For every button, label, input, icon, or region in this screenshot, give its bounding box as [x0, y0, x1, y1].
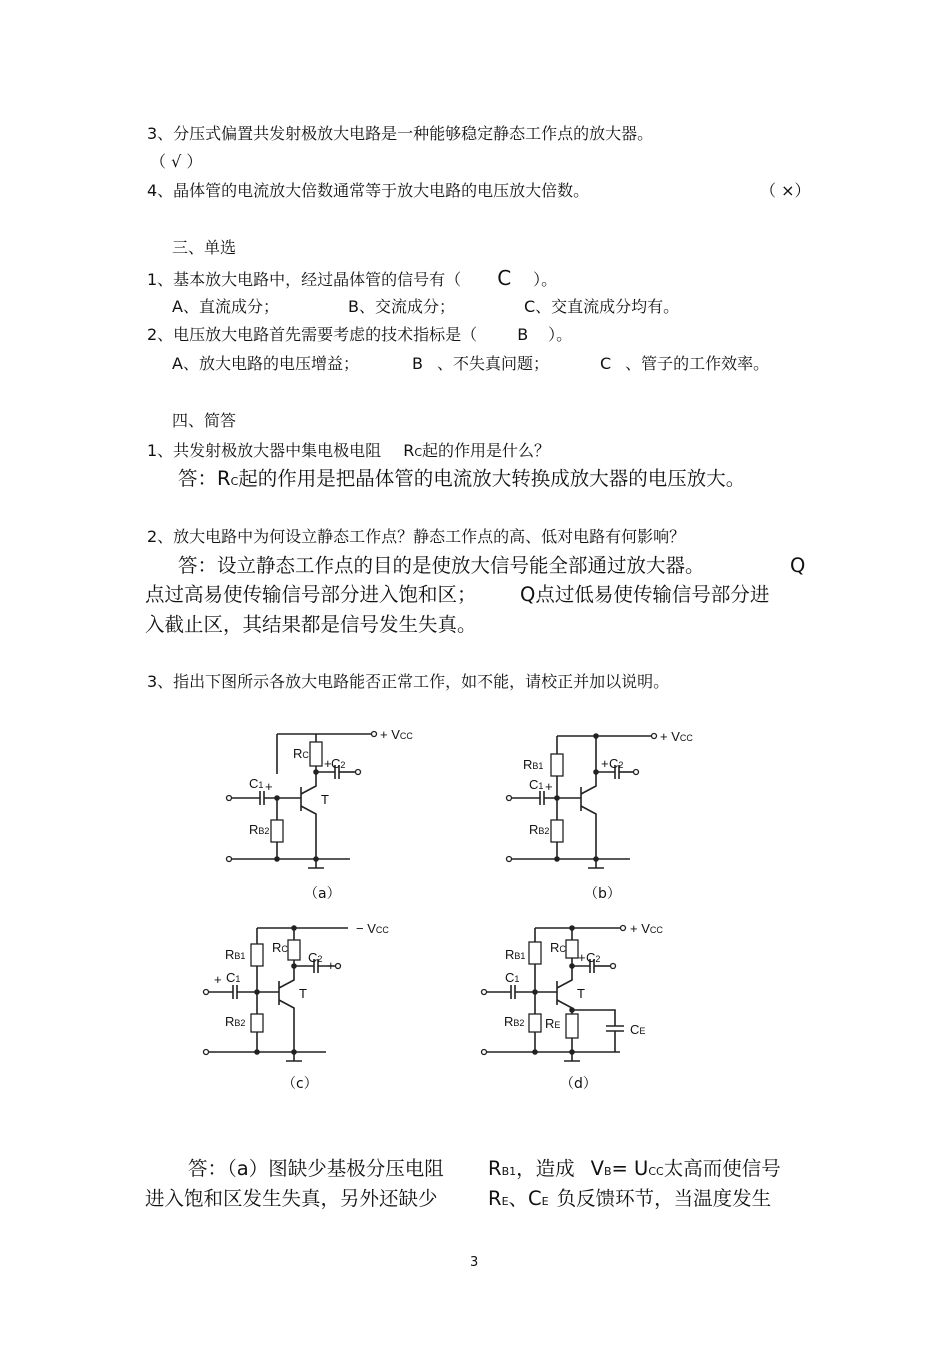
circuit-a-rb2: R: [249, 822, 259, 837]
circuit-d-rb2: R: [504, 1014, 514, 1029]
svg-text:− VCC: [356, 921, 389, 936]
circuit-c-rb1: R: [225, 947, 235, 962]
circuit-a-rb2-sub: B2: [258, 826, 270, 836]
single-q1-answer: C: [497, 266, 512, 290]
short-q1-text: 1、共发射极放大器中集电极电阻: [147, 441, 382, 460]
circuit-c-rb2-sub: B2: [234, 1018, 246, 1028]
circuit-a-c2: C: [331, 756, 341, 771]
svg-text:RB1: [225, 947, 245, 962]
short-a2-line1: 答：设立静态工作点的目的是使放大信号能全部通过放大器。: [178, 554, 705, 577]
circuit-c-c2-sub: 2: [317, 954, 323, 964]
circuit-d-vcc-sub: CC: [649, 925, 663, 935]
svg-text:C1: [529, 777, 543, 792]
final-answer-line2-pre: 进入饱和区发生失真，另外还缺少: [145, 1187, 438, 1210]
single-q2-option-c-text: 、管子的工作效率。: [625, 354, 770, 373]
circuit-c-rb2: R: [225, 1014, 235, 1029]
circuit-d-ce-sub: E: [639, 1026, 646, 1036]
single-q1-text: 1、基本放大电路中，经过晶体管的信号有（: [147, 270, 462, 289]
short-a2-line2b: Q点过低易使传输信号部分进: [520, 583, 770, 606]
page-number: 3: [470, 1255, 479, 1270]
final-mid: ，造成: [516, 1157, 575, 1180]
svg-text:CE: [630, 1022, 645, 1037]
circuit-a-t: T: [321, 792, 329, 807]
tf-q3-text: 3、分压式偏置共发射极放大电路是一种能够稳定静态工作点的放大器。: [147, 124, 654, 143]
short-q1: [147, 441, 550, 463]
single-q2-option-a: A、放大电路的电压增益；: [172, 354, 359, 373]
single-q1-option-b: B、交流成分；: [348, 297, 455, 316]
svg-text:RC: [272, 940, 288, 955]
svg-text:+: +: [578, 950, 586, 965]
circuit-b-rb2-sub: B2: [538, 826, 550, 836]
circuit-b-rb1-sub: B1: [532, 761, 544, 771]
circuit-d-caption: （d）: [560, 1076, 597, 1092]
svg-text:RB1: [505, 947, 525, 962]
single-q2-answer: B: [517, 325, 529, 344]
circuit-b: [505, 722, 715, 882]
svg-text:+ VCC: [630, 921, 663, 936]
single-q2-text: 2、电压放大电路首先需要考虑的技术指标是（: [147, 325, 478, 344]
circuit-c-rc: R: [272, 940, 282, 955]
circuit-c-t: T: [299, 986, 307, 1001]
circuit-a-c1: C: [249, 776, 259, 791]
svg-text:RC: [293, 746, 309, 761]
svg-text:+: +: [265, 779, 273, 794]
single-heading: 三、单选: [172, 238, 237, 257]
circuit-d-ce: C: [630, 1022, 640, 1037]
circuit-d: [478, 916, 708, 1066]
svg-text:+: +: [214, 972, 222, 987]
circuit-b-vcc-sub: CC: [679, 733, 693, 743]
svg-text:RB1: [523, 757, 543, 772]
svg-text:+ VCC: [380, 727, 413, 742]
single-q2: [147, 325, 572, 345]
final-rb1: R: [488, 1157, 502, 1180]
single-q2-close: ）。: [548, 325, 573, 344]
short-a1: [178, 466, 745, 495]
circuit-d-c1-sub: 1: [514, 974, 520, 984]
circuit-a-caption: （a）: [304, 886, 341, 902]
circuit-a-c2-sub: 2: [340, 760, 346, 770]
circuit-b-c2: C: [609, 756, 619, 771]
circuit-c-rb1-sub: B1: [234, 951, 246, 961]
circuit-d-t: T: [577, 986, 585, 1001]
svg-text:+: +: [324, 756, 332, 771]
final-line1-post: 太高而使信号: [663, 1157, 781, 1180]
circuit-d-re-sub: E: [554, 1020, 561, 1030]
final-re-sub: E: [501, 1195, 509, 1208]
circuit-d-c1: C: [505, 970, 515, 985]
circuit-a-rc-sub: C: [302, 750, 309, 760]
circuit-c-vcc: − V: [356, 921, 376, 936]
circuit-b-vcc: + V: [660, 729, 680, 744]
tf-q4-text: 4、晶体管的电流放大倍数通常等于放大电路的电压放大倍数。: [147, 181, 590, 200]
circuit-c-c1-sub: 1: [235, 974, 241, 984]
short-q1-r: R: [403, 441, 415, 460]
circuit-d-rc-sub: C: [559, 944, 566, 954]
tf-q3-answer: （ √ ）: [150, 152, 203, 171]
final-answer-line2-rest: [488, 1186, 771, 1215]
single-q1-close: ）。: [533, 270, 558, 289]
final-answer-line1-rest: [488, 1156, 781, 1185]
svg-text:C1: [249, 776, 263, 791]
final-eq: = U: [611, 1157, 649, 1180]
circuit-a-vcc: + V: [380, 727, 400, 742]
svg-text:+ VCC: [660, 729, 693, 744]
svg-text:C1: [226, 970, 240, 985]
circuit-b-c1-sub: 1: [538, 781, 544, 791]
svg-text:RB2: [225, 1014, 245, 1029]
svg-text:C2: [609, 756, 623, 771]
short-a2-line3: 入截止区，其结果都是信号发生失真。: [145, 613, 477, 636]
circuit-c-c2: C: [308, 950, 318, 965]
short-heading: 四、简答: [172, 411, 237, 430]
circuit-c-c1: C: [226, 970, 236, 985]
circuit-d-c2: C: [586, 950, 596, 965]
svg-text:RC: [550, 940, 566, 955]
circuit-c-vcc-sub: CC: [375, 925, 389, 935]
circuit-d-re: R: [545, 1016, 555, 1031]
circuit-d-c2-sub: 2: [595, 954, 601, 964]
circuit-b-rb1: R: [523, 757, 533, 772]
final-vb: V: [590, 1157, 604, 1180]
single-q1-option-c: C、交直流成分均有。: [524, 297, 680, 316]
svg-text:+: +: [545, 779, 553, 794]
svg-text:C1: [505, 970, 519, 985]
svg-text:RE: [545, 1016, 560, 1031]
final-sep: 、C: [508, 1187, 542, 1210]
circuit-d-rb1: R: [505, 947, 515, 962]
final-answer-line1-pre: 答：（a）图缺少基极分压电阻: [188, 1157, 444, 1180]
svg-text:C2: [586, 950, 600, 965]
single-q2-option-b: [412, 354, 549, 374]
circuit-d-rc: R: [550, 940, 560, 955]
single-q2-option-b-letter: B: [412, 354, 423, 373]
tf-q4-answer: （ ×）: [760, 181, 811, 200]
circuit-b-c1: C: [529, 777, 539, 792]
circuit-b-rb2: R: [529, 822, 539, 837]
svg-text:RB2: [504, 1014, 524, 1029]
circuit-d-rb2-sub: B2: [513, 1018, 525, 1028]
circuit-d-rb1-sub: B1: [514, 951, 526, 961]
single-q2-option-c: [600, 354, 769, 374]
final-line2-post: 负反馈环节，当温度发生: [556, 1187, 772, 1210]
final-re: R: [488, 1187, 502, 1210]
final-ce-sub: E: [541, 1195, 549, 1208]
short-q3: 3、指出下图所示各放大电路能否正常工作，如不能，请校正并加以说明。: [147, 672, 670, 691]
single-q2-option-b-text: 、不失真问题；: [436, 354, 549, 373]
single-q1-option-a: A、直流成分；: [172, 297, 279, 316]
circuit-b-caption: （b）: [584, 886, 621, 902]
circuit-c-rc-sub: C: [281, 944, 288, 954]
circuit-d-vcc: + V: [630, 921, 650, 936]
final-rb1-sub: B1: [501, 1165, 517, 1178]
svg-text:C2: [308, 950, 322, 965]
circuit-a-vcc-sub: CC: [399, 731, 413, 741]
svg-text:+: +: [327, 958, 335, 973]
circuit-b-c2-sub: 2: [618, 760, 624, 770]
circuit-a-rc: R: [293, 746, 303, 761]
circuit-c: [200, 916, 410, 1066]
short-a1-sub: C: [230, 475, 239, 488]
circuit-c-caption: （c）: [282, 1076, 318, 1092]
short-a1-rest: 起的作用是把晶体管的电流放大转换成放大器的电压放大。: [238, 467, 746, 490]
short-a2-line2a: 点过高易使传输信号部分进入饱和区；: [145, 583, 477, 606]
circuit-a-c1-sub: 1: [258, 780, 264, 790]
circuit-a: [225, 722, 425, 882]
short-q1-r-sub: C: [414, 446, 422, 459]
svg-text:RB2: [529, 822, 549, 837]
short-a1-pre: 答：R: [178, 467, 231, 490]
short-a2-q: Q: [790, 554, 806, 577]
single-q1: [147, 268, 557, 290]
final-ucc-sub: CC: [648, 1165, 664, 1178]
short-q1-rest: 起的作用是什么？: [422, 441, 551, 460]
svg-text:RB2: [249, 822, 269, 837]
single-q2-option-c-letter: C: [600, 354, 612, 373]
final-vb-sub: B: [603, 1165, 612, 1178]
svg-text:C2: [331, 756, 345, 771]
svg-text:+: +: [601, 756, 609, 771]
short-q2: 2、放大电路中为何设立静态工作点？静态工作点的高、低对电路有何影响？: [147, 527, 686, 546]
